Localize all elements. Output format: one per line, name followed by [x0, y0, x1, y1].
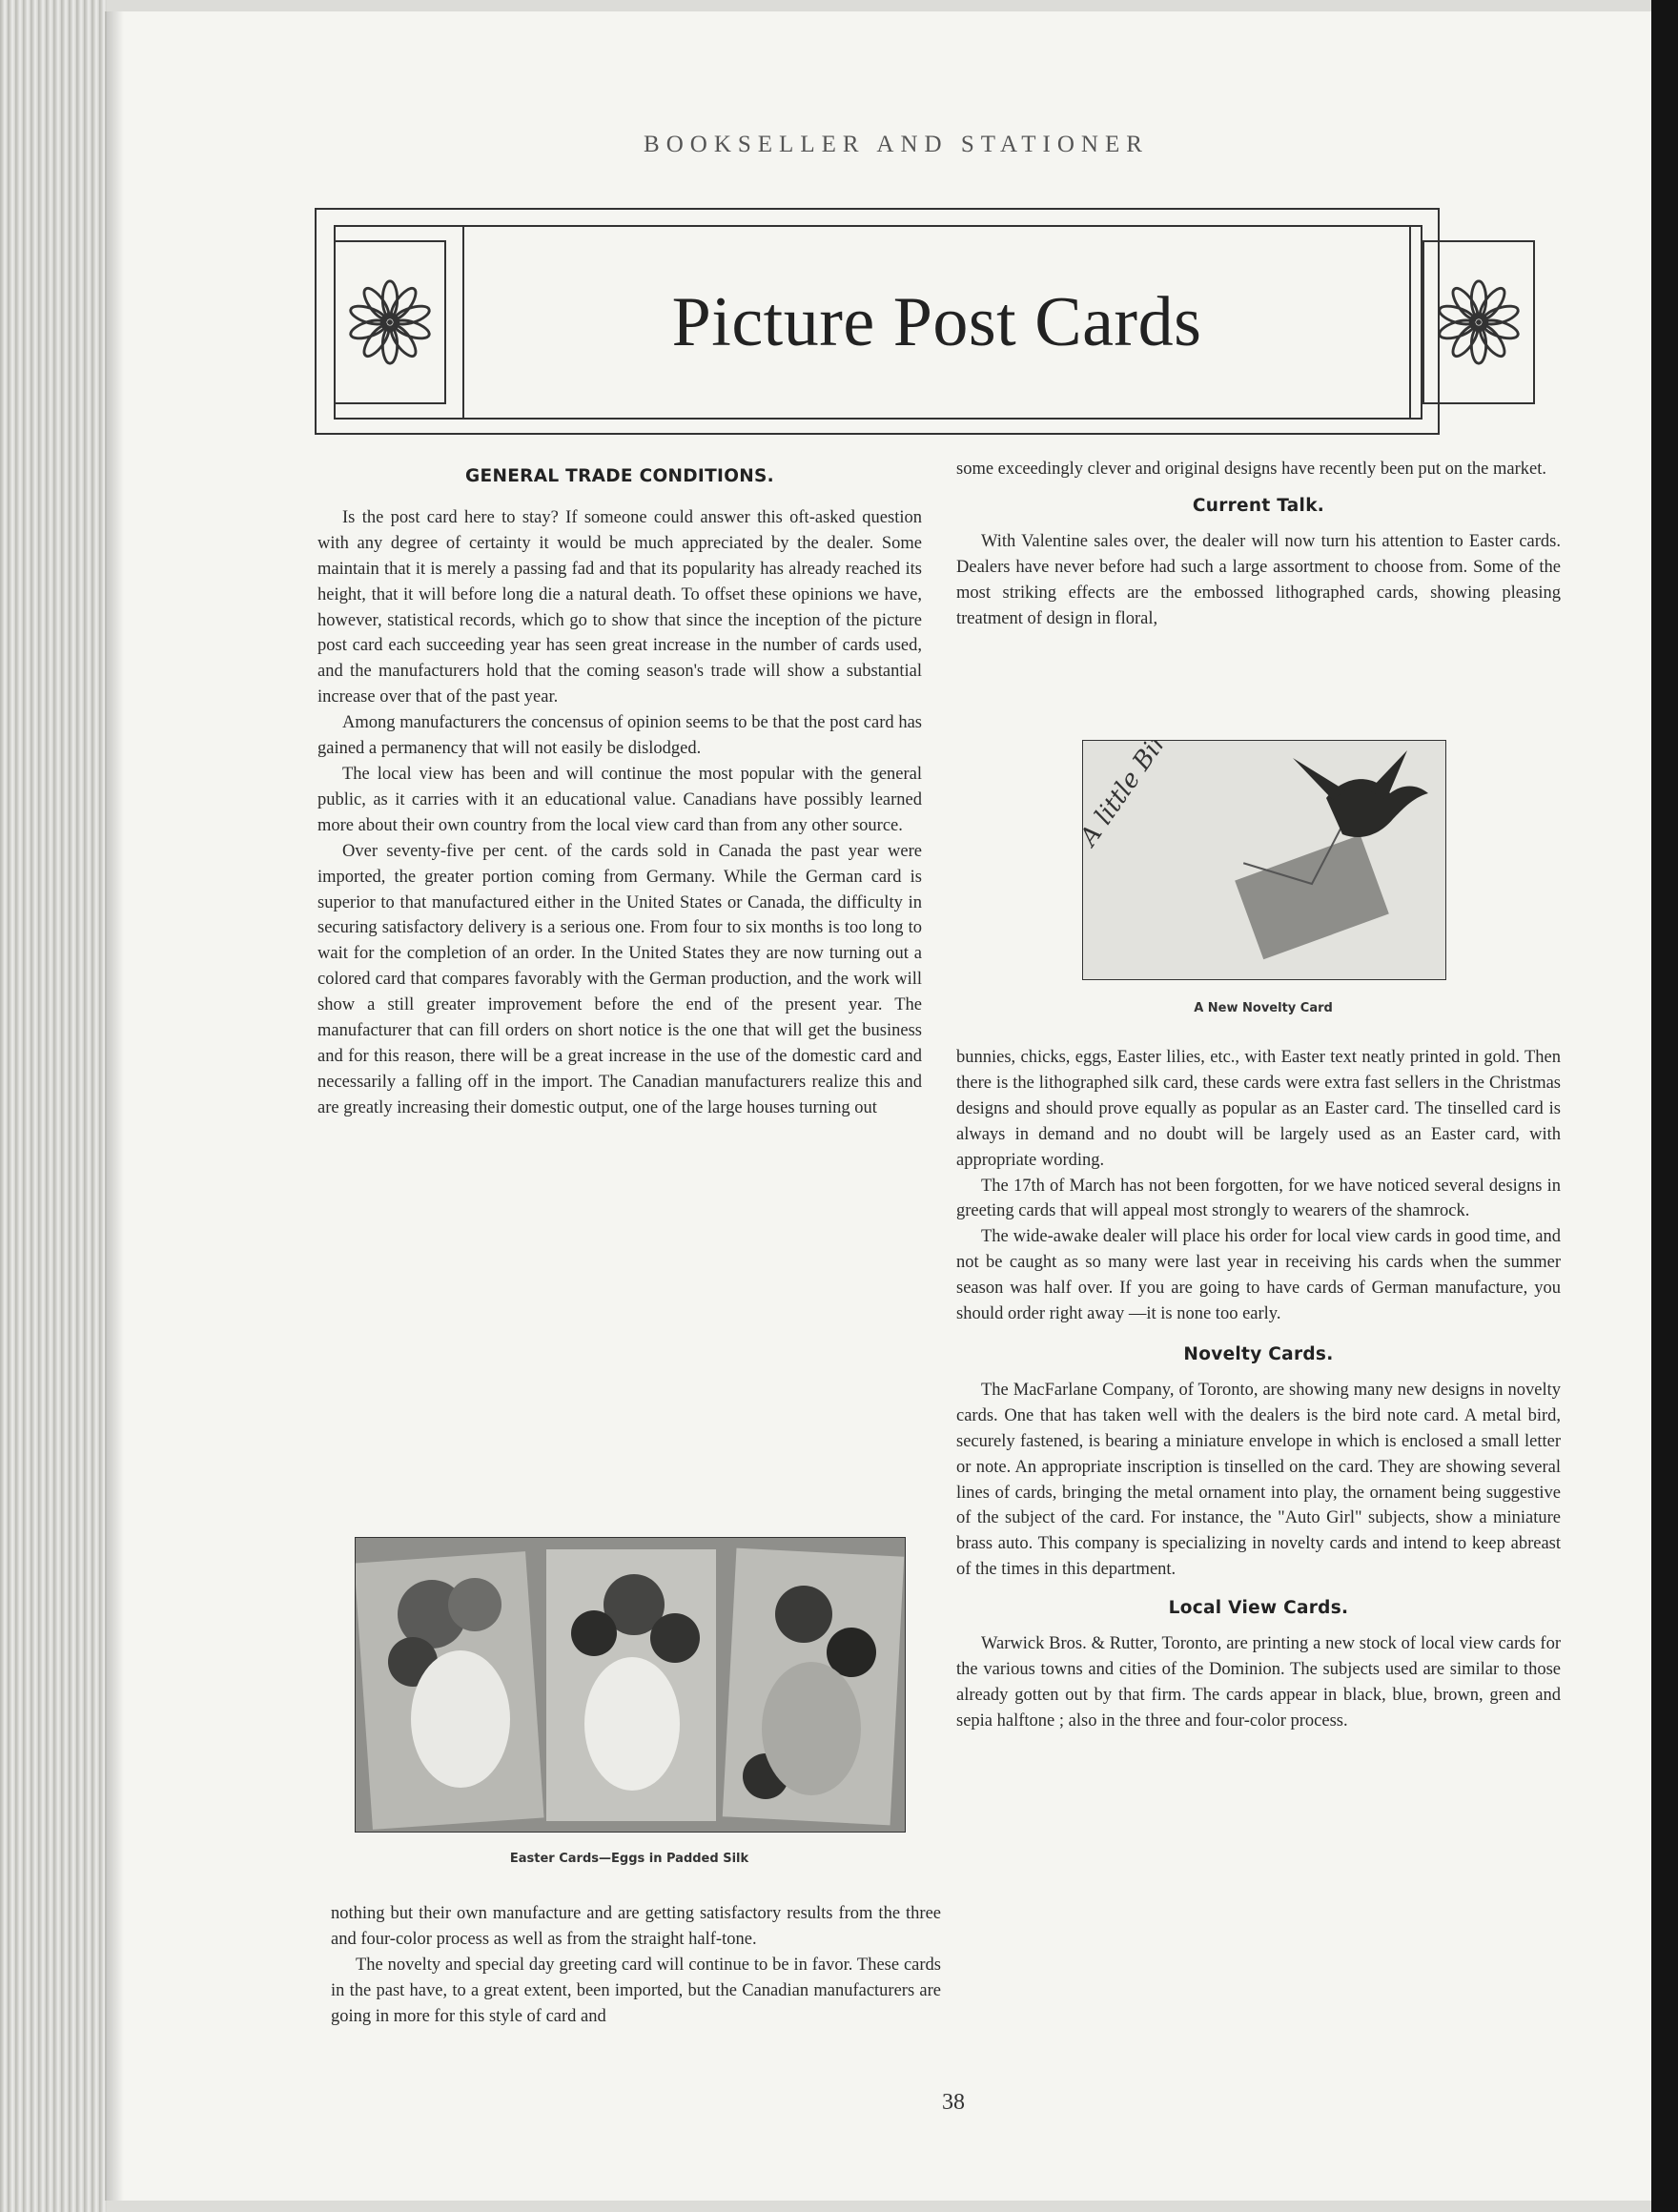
- page-title: Picture Post Cards: [671, 282, 1202, 361]
- paragraph: Is the post card here to stay? If someone could answer this oft-asked question with any degree of certainty it would be much appreciated by the dealer. Some maintain that it is merely a passing fad and that its popularity has already reached its height, that it will before long die a natural death. To offset these opinions we have, however, statistical records, which go to show that since the inception of the picture post card each succeeding year has seen great increase in the number of cards used, and the manufacturers hold that the coming season's trade will show a substantial increase over that of the past year.: [317, 507, 922, 707]
- scan-border: [1651, 0, 1678, 2212]
- flower-icon: [344, 270, 436, 375]
- paragraph: With Valentine sales over, the dealer will now turn his attention to Easter cards. Dealers have never before had such a large assortment to choose from. Some of the most striking effects are the embossed lithographed cards, showing pleasing treatment of design in floral,: [956, 531, 1561, 628]
- left-column-top: [317, 464, 922, 1121]
- left-column-bottom: [331, 1901, 941, 2030]
- paragraph: The 17th of March has not been forgotten, for we have noticed several designs in greeting cards that will appeal most strongly to wearers of the shamrock.: [956, 1176, 1561, 1221]
- paragraph: The novelty and special day greeting card will continue to be in favor. These cards in the past have, to a great extent, been imported, but the Canadian manufacturers are going in more for this style of card and: [331, 1955, 941, 2026]
- page-number: 38: [942, 2090, 965, 2115]
- left-ornament: [334, 240, 446, 404]
- right-ornament: [1422, 240, 1535, 404]
- general-trade-heading: GENERAL TRADE CONDITIONS.: [465, 466, 774, 486]
- local-view-cards-heading: Local View Cards.: [1168, 1598, 1349, 1619]
- easter-cards-caption: Easter Cards—Eggs in Padded Silk: [509, 1852, 749, 1866]
- paragraph: Among manufacturers the concensus of opinion seems to be that the post card has gained a permanency that will not easily be dislodged.: [317, 713, 922, 759]
- novelty-card-image: [1082, 740, 1446, 980]
- paragraph: Warwick Bros. & Rutter, Toronto, are printing a new stock of local view cards for the various towns and cities of the Dominion. The subjects used are similar to those already gotten out by that firm. The cards appear in black, blue, brown, green and sepia halftone ; also in the three and four-color process.: [956, 1634, 1561, 1731]
- novelty-cards-heading: Novelty Cards.: [1183, 1343, 1334, 1364]
- paragraph: The wide-awake dealer will place his order for local view cards in good time, and not be caught as so many were last year in receiving his cards when the summer season was half over. If you are going to have cards of German manufacture, you should order right away —it is none too early.: [956, 1227, 1561, 1324]
- easter-cards-photo: [355, 1537, 906, 1833]
- paragraph: The local view has been and will continue the most popular with the general public, as it carries with it an educational value. Canadians have possibly learned more about their own country from the local view card than from any other source.: [317, 764, 922, 835]
- paragraph: bunnies, chicks, eggs, Easter lilies, etc., with Easter text neatly printed in gold. Then there is the lithographed silk card, these cards were extra fast sellers in the Christmas designs and should prove equally as popular as an Easter card. The tinselled card is always in demand and no doubt will be largely used as an Easter card, with appropriate wording.: [956, 1048, 1561, 1170]
- right-column-top: [956, 457, 1561, 631]
- right-column-lower: [956, 1045, 1561, 1734]
- book-page-edges: [0, 0, 107, 2212]
- title-panel: [462, 227, 1411, 418]
- running-head: BOOKSELLER AND STATIONER: [644, 132, 1149, 157]
- paragraph: some exceedingly clever and original designs have recently been put on the market.: [956, 460, 1547, 479]
- binding-shadow: [107, 11, 124, 2201]
- paragraph: The MacFarlane Company, of Toronto, are showing many new designs in novelty cards. One that has taken well with the dealers is the bird note card. A metal bird, securely fastened, is bearing a miniature envelope in which is enclosed a small letter or note. An appropriate inscription is tinselled on the card. They are showing several lines of cards, bringing the metal ornament into play, the ornament being suggestive of the subject of the card. For instance, the "Auto Girl" subjects, show a miniature brass auto. This company is specializing in novelty cards and intend to keep abreast of the times in this department.: [956, 1380, 1561, 1580]
- flower-icon: [1433, 270, 1525, 375]
- paragraph: Over seventy-five per cent. of the cards sold in Canada the past year were imported, the greater portion coming from Germany. While the German card is superior to that manufactured either in the United States or Canada, the difficulty in securing satisfactory delivery is a serious one. From four to six months is too long to wait for the completion of an order. In the United States they are now turning out a colored card that compares favorably with the German production, and the work will show a still greater improvement before the end of the present year. The manufacturer that can fill orders on short notice is the one that will get the business and for this reason, there will be a great increase in the use of the domestic card and necessarily a falling off in the import. The Canadian manufacturers realize this and are greatly increasing their domestic output, one of the large houses turning out: [317, 841, 922, 1117]
- paragraph: nothing but their own manufacture and are getting satisfactory results from the three and four-color process as well as from the straight half-tone.: [331, 1904, 941, 1949]
- novelty-card-caption: A New Novelty Card: [1194, 1001, 1333, 1015]
- current-talk-heading: Current Talk.: [1192, 495, 1325, 516]
